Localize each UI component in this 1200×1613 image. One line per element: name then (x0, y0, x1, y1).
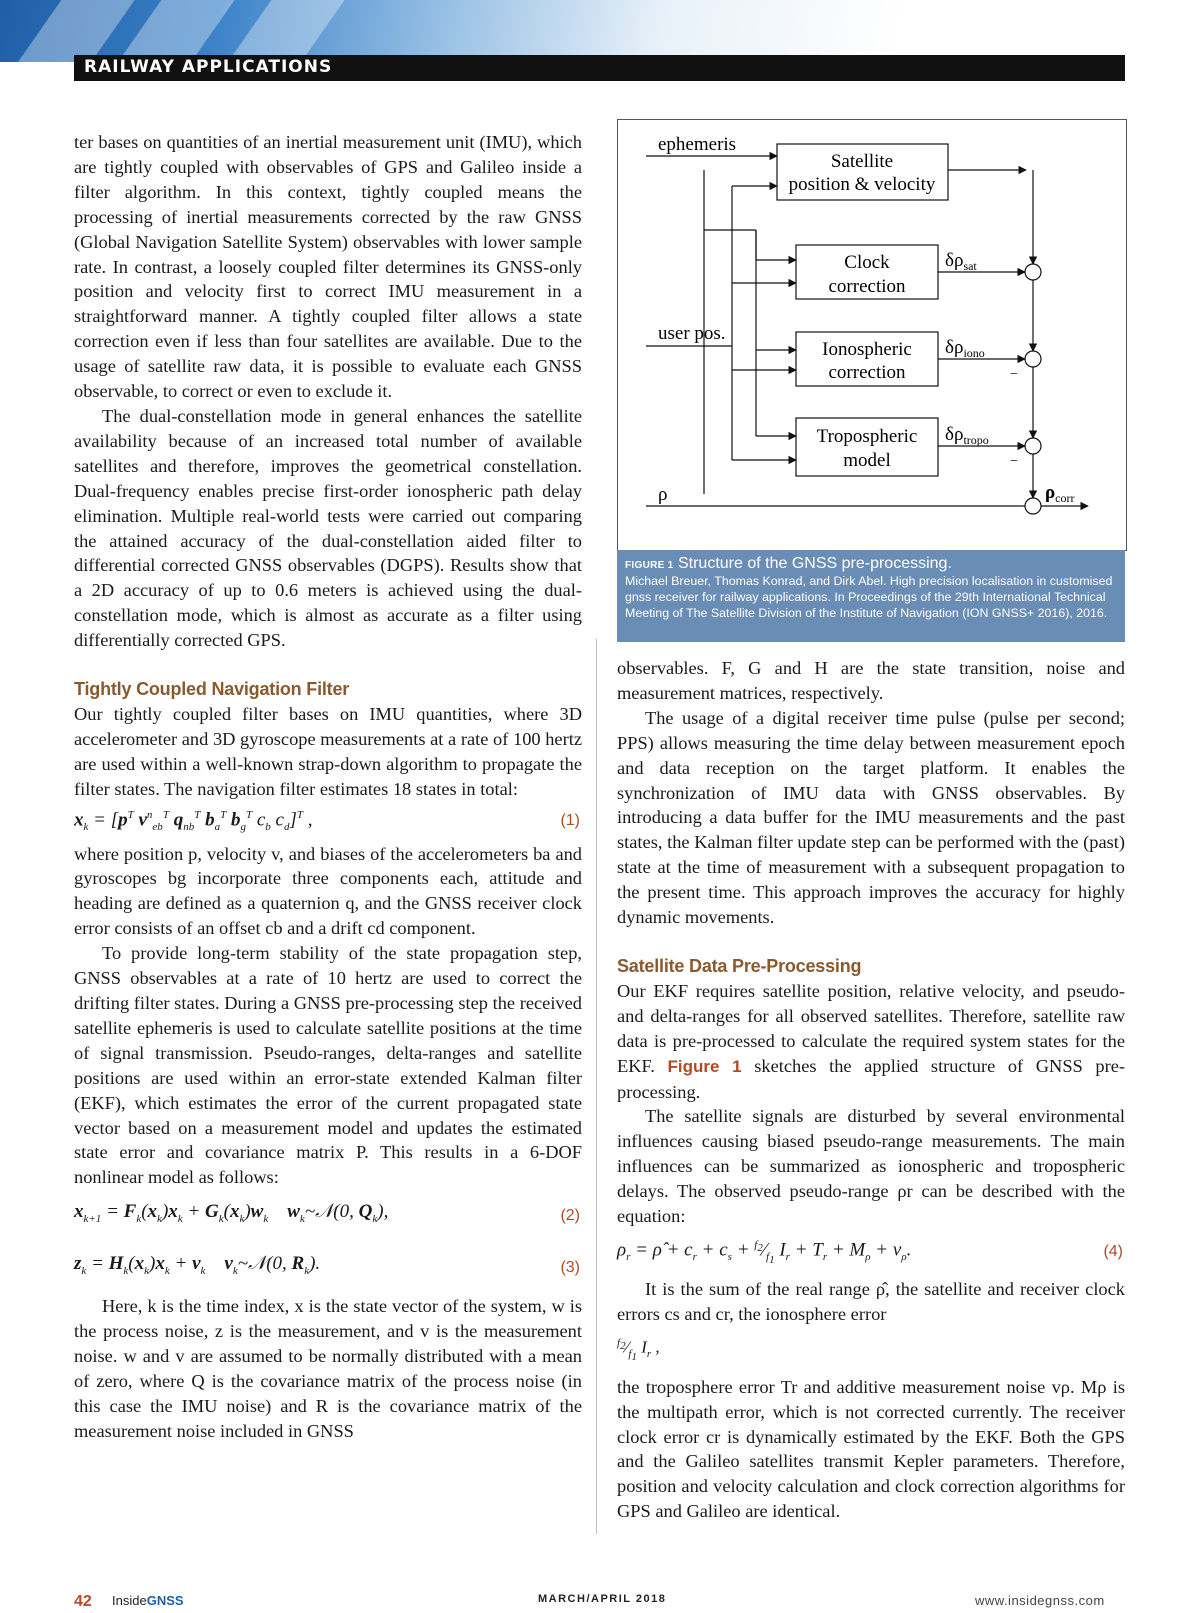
website-url[interactable]: www.insidegnss.com (975, 1593, 1105, 1608)
paragraph: The satellite signals are disturbed by several environmental influences causing biased pseudo-range measurements. The main influences can be summarized as ionospheric and tropospheric delays. The observed pseudo-range ρr can be described with the equation: (617, 1106, 1125, 1227)
paragraph: The dual-constellation mode in general enhances the satellite availability because of an increased total number of available satellites and therefore, improves the geometrical constellation. Dual-frequency enables precise first-order ionospheric path delay elimination. Multiple real-world tests were carried out comparing the attained accuracy of the dual-constellation aided filter to differential corrected GNSS observables (DGPS). Results show that a 2D accuracy of up to 0.6 meters is achieved using the dual-constellation mode, which is almost as accurate as a filter using differentially corrected GPS. (74, 405, 582, 651)
left-column (74, 130, 582, 1444)
paragraph: Here, k is the time index, x is the state vector of the system, w is the process noise, z is the measurement, and v is the measurement noise. w and v are assumed to be normally distributed with a mean of zero, where Q is the covariance matrix of the process noise (in this case the IMU noise) and R is the covariance matrix of the measurement noise included in GNSS (74, 1296, 582, 1441)
delta-rho-symbol: δρ (945, 337, 964, 358)
clock-label: Clock (844, 252, 890, 273)
caption-title: Structure of the GNSS pre-processing. (677, 555, 952, 572)
issue-date: MARCH/APRIL 2018 (538, 1593, 667, 1605)
rho-symbol: ρ (1045, 482, 1056, 503)
figure-reference-link[interactable]: Figure 1 (667, 1056, 742, 1076)
subscript: iono (963, 346, 985, 360)
section-heading: Satellite Data Pre-Processing (617, 955, 862, 976)
minus-sign: − (1010, 454, 1018, 469)
sum-node (1025, 351, 1041, 367)
delta-rho-symbol: δρ (945, 250, 964, 271)
banner-stripe (0, 0, 140, 62)
section-label: RAILWAY APPLICATIONS (84, 57, 333, 77)
equation-2: $x_{k+1} = F_k(x_k)x_k + G_k(x_k)w_k$ $w_k\sim 𝒩(0$, $Q_k$), (2) (74, 1190, 582, 1242)
section-heading: Tightly Coupled Navigation Filter (74, 679, 350, 700)
delta-rho-iono (945, 337, 985, 360)
block-diagram (618, 120, 1126, 550)
figure-1 (617, 119, 1127, 551)
delta-rho-sat (945, 250, 977, 273)
satellite-label: Satellite (830, 151, 894, 172)
subscript: tropo (963, 433, 989, 447)
paragraph: The usage of a digital receiver time pulse (pulse per second; PPS) allows measuring the time delay between measurement epoch and data reception on the target platform. It enables the synchronization of IMU data with GNSS observables. By introducing a data buffer for the IMU measurements and the past states, the Kalman filter update step can be performed with the (past) state at the time of measurement with a subsequent propagation to the present time. This approach improves the accuracy for highly dynamic movements. (617, 707, 1125, 928)
sum-node (1025, 438, 1041, 454)
user-pos-label: user pos. (658, 323, 726, 344)
equation-number: (1) (560, 812, 580, 830)
paragraph: observables. F, G and H are the state transition, noise and measurement matrices, respectively. (617, 658, 1125, 703)
caption-label: FIGURE 1 (625, 560, 674, 571)
ionosphere-term: $^{f_2}⁄_{f_1}$ $I_r$ , (617, 1337, 660, 1364)
banner-stripe (210, 0, 351, 62)
equation-1: $x_k = [p^T$ $v^n_{eb}^T$ $q_{nb}^T$ $b_a^T$ $b_g^T$ $c_b$ $c_d]^T$ , (1) (74, 809, 580, 834)
clock-label: correction (828, 276, 906, 297)
rho-corr-label (1045, 482, 1075, 505)
paragraph: the troposphere error Tr and additive measurement noise vρ. Mρ is the multipath error, which is not corrected currently. The receiver clock error cr is dynamically estimated by the EKF. Both the GPS and the Galileo satellites transmit Kepler parameters. Therefore, position and velocity calculation and clock correction algorithms for GPS and Galileo are identical. (617, 1376, 1125, 1522)
equation-number: (3) (560, 1258, 580, 1276)
sum-node (1025, 498, 1041, 514)
paragraph: It is the sum of the real range ρ̂, the satellite and receiver clock errors cs and cr, the ionosphere error (617, 1278, 1125, 1324)
subscript: corr (1055, 491, 1075, 505)
paragraph: ter bases on quantities of an inertial measurement unit (IMU), which are tightly coupled with observables of GPS and Galileo inside a filter algorithm. In this context, tightly coupled means the processing of inertial measurements corrected by the raw GNSS (Global Navigation Satellite System) observables with lower sample rate. In contrast, a loosely coupled filter determines its GNSS-only position and velocity first to correct IMU measurement in a straightforward manner. A tightly coupled filter allows a state correction even if less than four satellites are available. Due to the usage of satellite raw data, it is possible to evaluate each GNSS observable, to correct or even to exclude it. (74, 132, 582, 402)
subscript: sat (963, 259, 977, 273)
iono-label: Ionospheric (822, 339, 912, 360)
delta-rho-symbol: δρ (945, 424, 964, 445)
sum-node (1025, 264, 1041, 280)
paragraph-text: sketches the applied structure of GNSS pre-processing. (617, 1055, 1125, 1102)
magazine-name-inside: Inside (112, 1593, 147, 1608)
equation-number: (4) (1103, 1243, 1123, 1261)
satellite-label: position & velocity (788, 174, 936, 195)
iono-label: correction (828, 362, 906, 383)
column-divider (596, 639, 597, 1534)
magazine-name (112, 1593, 184, 1608)
magazine-name-gnss: GNSS (146, 1593, 184, 1608)
rho-label: ρ (658, 484, 668, 505)
paragraph: Our tightly coupled filter bases on IMU quantities, where 3D accelerometer and 3D gyroscope measurements at a rate of 100 hertz are used within a well-known strap-down algorithm to propagate the filter states. The navigation filter estimates 18 states in total: (74, 703, 582, 799)
tropo-label: Tropospheric (816, 426, 918, 447)
equation-4: $\rho_r$ = ρ̂ + $c_r + c_s$ + $^{f_2}⁄_{f_1}$ $I_r + T_r + M_\rho + \nu_\rho$. (4) (617, 1238, 1123, 1267)
right-column (617, 656, 1125, 1524)
equation-3: $z_k = H_k(x_k)x_k + v_k$ $v_k\sim 𝒩(0$, $R_k$). (3) (74, 1242, 582, 1294)
ephemeris-label: ephemeris (658, 134, 737, 155)
tropo-label: model (843, 450, 891, 471)
caption-body: Michael Breuer, Thomas Konrad, and Dirk Abel. High precision localisation in customised gnss receiver for railway applications. In Proceedings of the 29th International Technical Meeting of The Satellite Division of the Institute of Navigation (ION GNSS+ 2016), 2016. (625, 574, 1113, 620)
paragraph-text: Our EKF requires satellite position, relative velocity, and pseudo- and delta-ranges for all observed satellites. Therefore, satellite raw data is pre-processed to calculate the required system states for the EKF. (617, 980, 1125, 1076)
delta-rho-tropo (945, 424, 989, 447)
top-banner (0, 0, 1200, 62)
figure-caption (617, 550, 1125, 642)
paragraph: where position p, velocity v, and biases of the accelerometers ba and gyroscopes bg incorporate three components each, attitude and heading are defined as a quaternion q, and the GNSS receiver clock error consists of an offset cb and a drift cd component. (74, 843, 582, 939)
equation-number: (2) (560, 1206, 580, 1224)
paragraph (617, 979, 1125, 1105)
page-number: 42 (74, 1593, 92, 1610)
minus-sign: − (1010, 367, 1018, 382)
paragraph: To provide long-term stability of the state propagation step, GNSS observables at a rate of 10 hertz are used to correct the drifting filter states. During a GNSS pre-processing step the received satellite ephemeris is used to calculate satellite positions at the time of signal transmission. Pseudo-ranges, delta-ranges and satellite positions are used within an error-state extended Kalman filter (EKF), which estimates the error of the current propagated state vector based on a measurement model and updates the estimated state error and covariance matrix P. This results in a 6-DOF nonlinear model as follows: (74, 943, 582, 1188)
